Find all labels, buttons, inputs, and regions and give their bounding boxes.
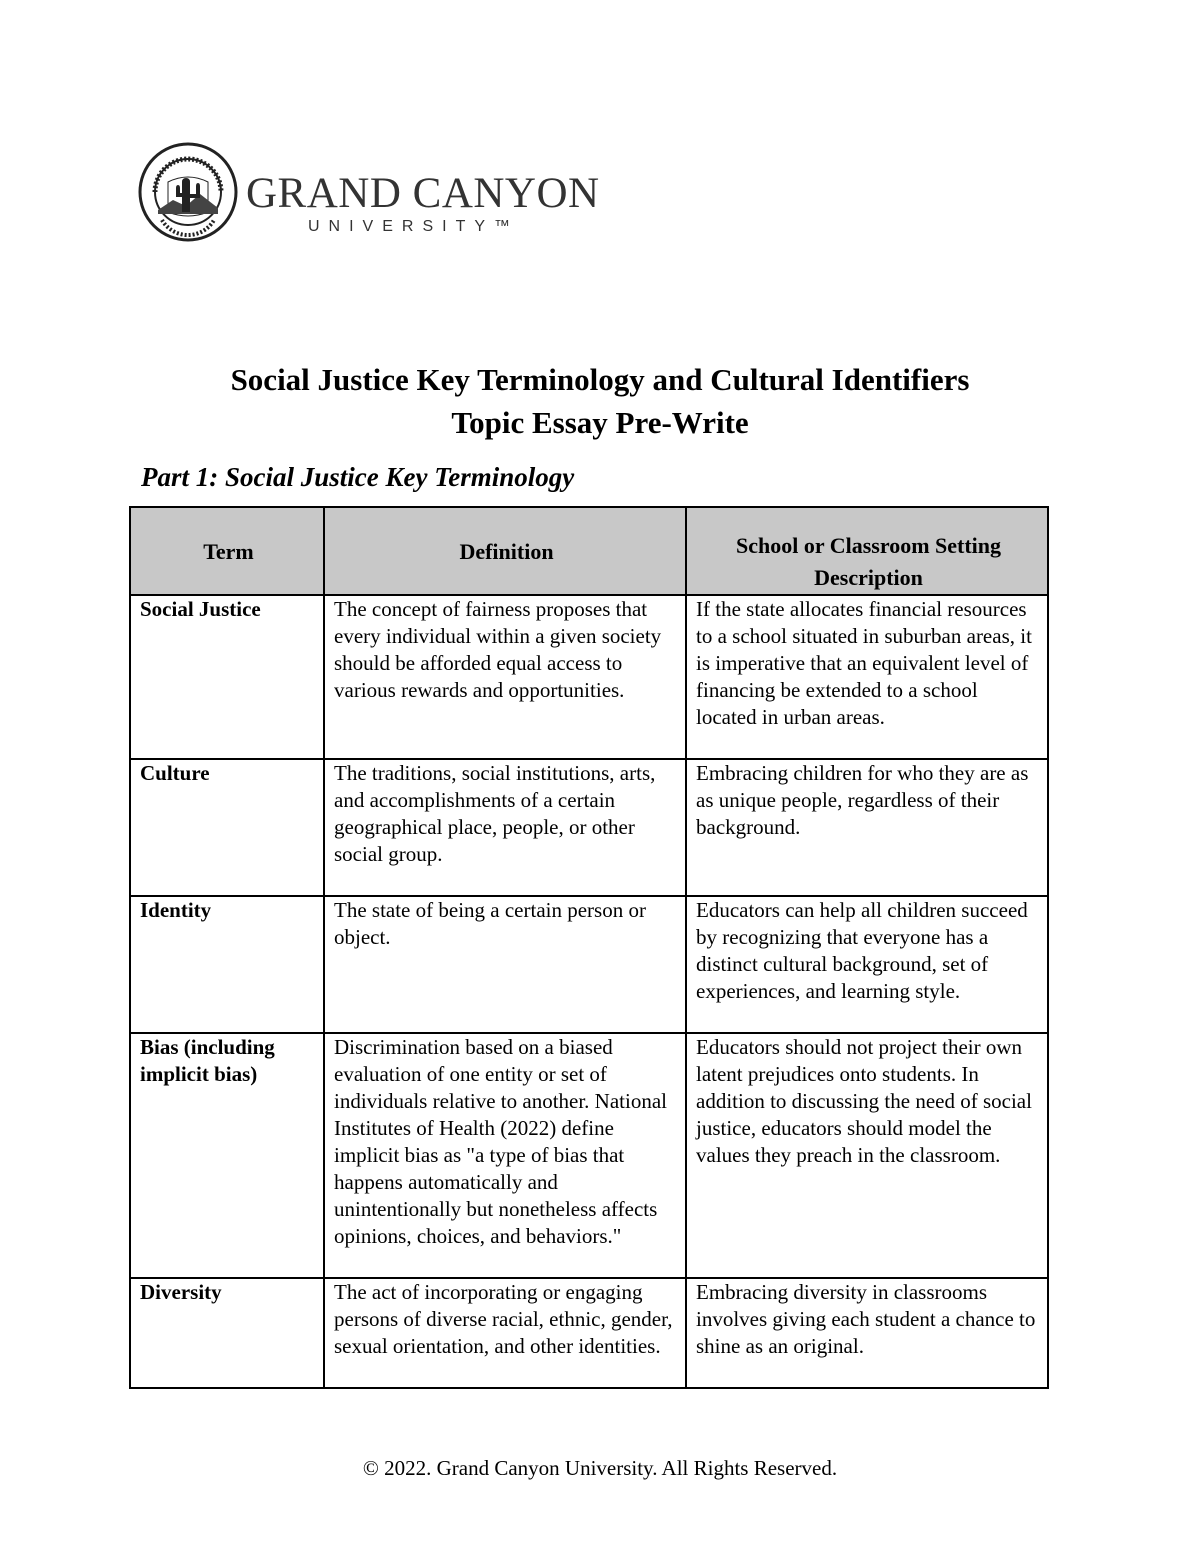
column-header-definition: Definition xyxy=(324,507,686,595)
document-title xyxy=(0,358,1200,444)
definition-cell: Discrimination based on a biased evaluation of one entity or set of individuals relative to another. National Institutes of Health (2022) define implicit bias as "a type of bias that happens automatically and unintentionally but nonetheless affects opinions, choices, and behaviors." xyxy=(324,1033,686,1278)
table-row xyxy=(130,759,1048,896)
term-cell: Diversity xyxy=(130,1278,324,1388)
definition-cell: The traditions, social institutions, arts, and accomplishments of a certain geographical place, people, or other social group. xyxy=(324,759,686,896)
wordmark-line-1: GRAND CANYON xyxy=(246,170,600,217)
definition-cell: The concept of fairness proposes that every individual within a given society should be afforded equal access to various rewards and opportunities. xyxy=(324,595,686,759)
table-row xyxy=(130,1033,1048,1278)
copyright-footer: © 2022. Grand Canyon University. All Rights Reserved. xyxy=(362,1456,838,1480)
table-header-row xyxy=(130,507,1048,595)
table-row xyxy=(130,595,1048,759)
term-cell: Identity xyxy=(130,896,324,1033)
definition-cell: The act of incorporating or engaging persons of diverse racial, ethnic, gender, sexual orientation, and other identities. xyxy=(324,1278,686,1388)
table-row xyxy=(130,896,1048,1033)
university-seal-icon xyxy=(138,142,238,242)
table-row xyxy=(130,1278,1048,1388)
wordmark-line-2: UNIVERSITY™ xyxy=(308,218,520,235)
term-cell: Culture xyxy=(130,759,324,896)
terminology-table xyxy=(129,506,1049,1389)
description-cell: Educators should not project their own latent prejudices onto students. In addition to discussing the need of social justice, educators should model the values they preach in the classroom. xyxy=(686,1033,1048,1278)
column-header-description: School or Classroom Setting Description xyxy=(686,507,1048,595)
description-cell: Educators can help all children succeed by recognizing that everyone has a distinct cultural background, set of experiences, and learning style. xyxy=(686,896,1048,1033)
column-header-term: Term xyxy=(130,507,324,595)
part-1-heading: Part 1: Social Justice Key Terminology xyxy=(141,462,575,492)
description-cell: Embracing children for who they are as as unique people, regardless of their background. xyxy=(686,759,1048,896)
university-logo xyxy=(138,142,600,242)
title-line-1: Social Justice Key Terminology and Cultural Identifiers xyxy=(230,362,970,397)
term-cell: Social Justice xyxy=(130,595,324,759)
title-line-2: Topic Essay Pre-Write xyxy=(451,405,749,440)
term-cell: Bias (including implicit bias) xyxy=(130,1033,324,1278)
description-cell: Embracing diversity in classrooms involves giving each student a chance to shine as an original. xyxy=(686,1278,1048,1388)
definition-cell: The state of being a certain person or object. xyxy=(324,896,686,1033)
description-cell: If the state allocates financial resources to a school situated in suburban areas, it is imperative that an equivalent level of financing be extended to a school located in urban areas. xyxy=(686,595,1048,759)
